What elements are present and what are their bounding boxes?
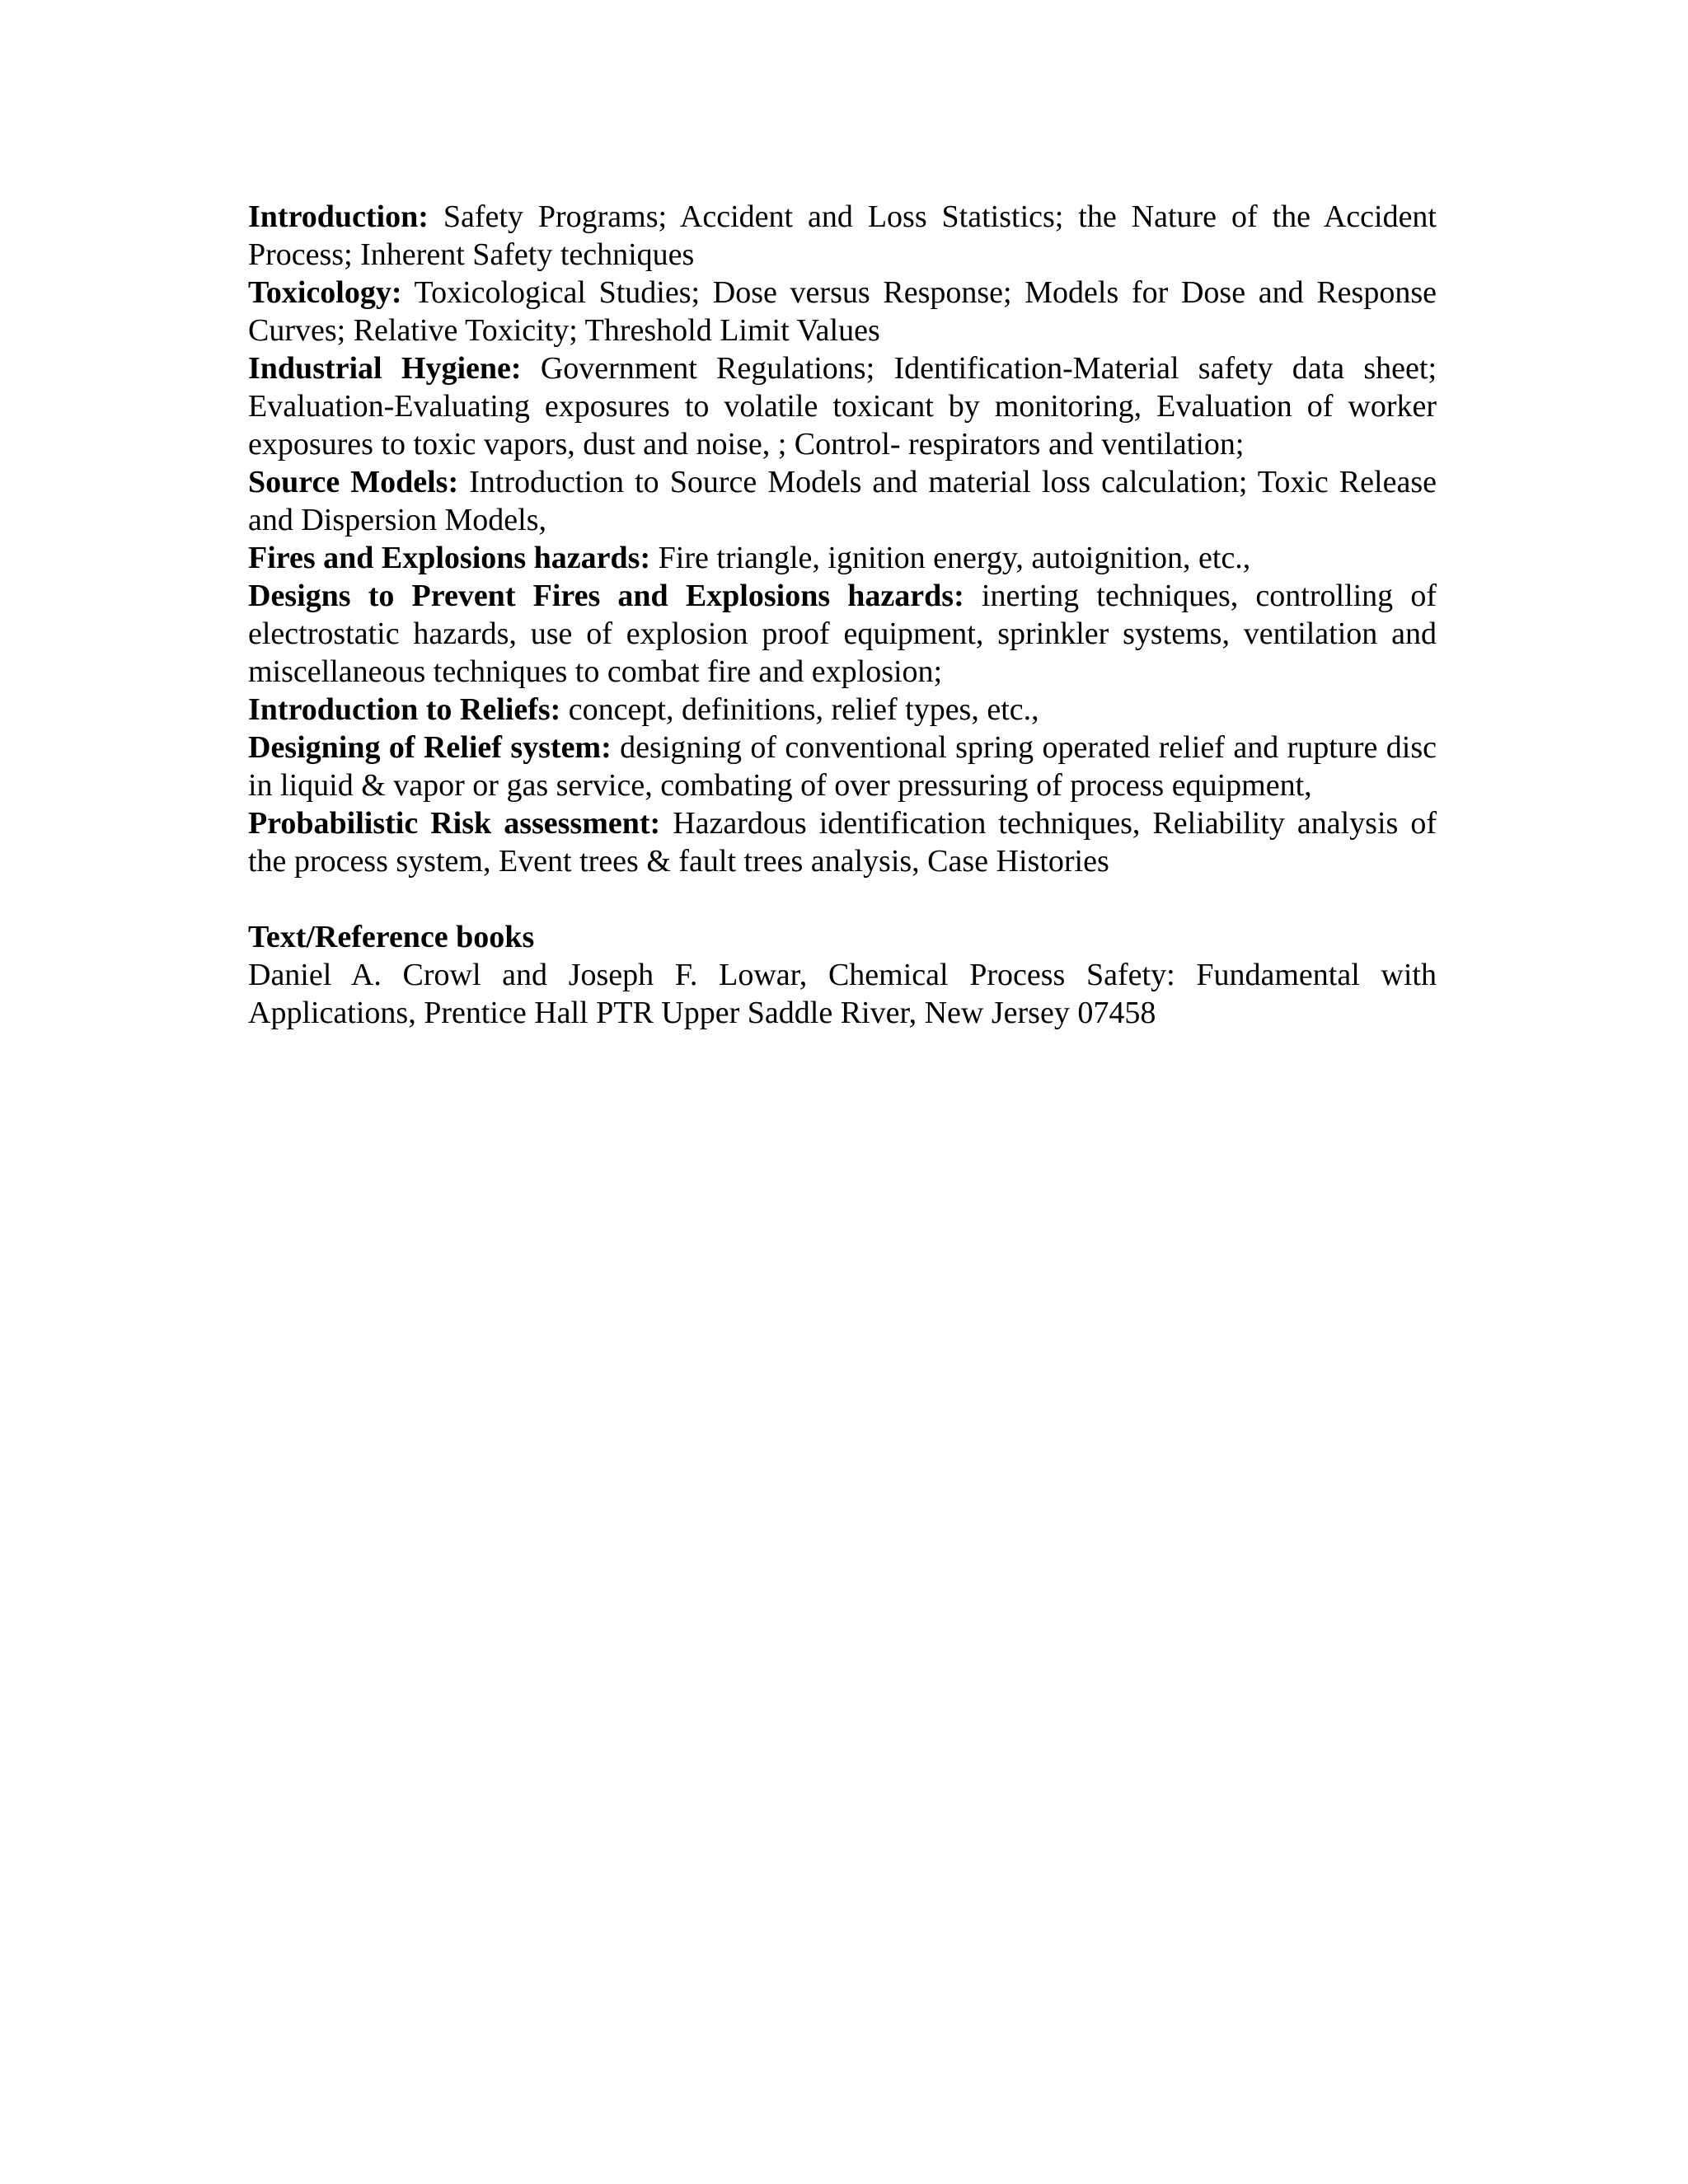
- topic-risk-assessment: [248, 804, 1437, 880]
- topic-introduction: [248, 198, 1437, 274]
- topic-title: Designs to Prevent Fires and Explosions hazards:: [248, 579, 964, 613]
- topic-source-models: [248, 463, 1437, 539]
- topic-title: Probabilistic Risk assessment:: [248, 806, 661, 841]
- topic-title: Introduction:: [248, 199, 429, 234]
- syllabus-content: [248, 198, 1437, 1032]
- topic-text: Government Regulations; Identification-Material safety data sheet; Evaluation-Evaluating exposures to volatile toxicant by monitoring, Evaluation of worker exposures to toxic vapors, dust and noise, ; Control- respirators and ventilation;: [248, 351, 1437, 462]
- topic-title: Fires and Explosions hazards:: [248, 541, 651, 575]
- topic-fires-explosions: [248, 539, 1437, 577]
- topic-title: Introduction to Reliefs:: [248, 692, 561, 727]
- topic-text: Fire triangle, ignition energy, autoignition, etc.,: [650, 541, 1251, 575]
- topic-toxicology: [248, 274, 1437, 349]
- topic-text: Toxicological Studies; Dose versus Response; Models for Dose and Response Curves; Relative Toxicity; Threshold Limit Values: [248, 275, 1437, 348]
- topic-title: Toxicology:: [248, 275, 402, 310]
- topic-text: Introduction to Source Models and material loss calculation; Toxic Release and Dispersion Models,: [248, 465, 1437, 537]
- topic-designs-prevent-fires: [248, 577, 1437, 691]
- references-heading: Text/Reference books: [248, 920, 535, 954]
- topic-introduction-reliefs: [248, 691, 1437, 729]
- topic-text: designing of conventional spring operated relief and rupture disc in liquid & vapor or gas service, combating of over pressuring of process equipment,: [248, 730, 1437, 803]
- references-body: Daniel A. Crowl and Joseph F. Lowar, Chemical Process Safety: Fundamental with Applications, Prentice Hall PTR Upper Saddle River, New Jersey 07458: [248, 958, 1437, 1030]
- topic-title: Source Models:: [248, 465, 459, 499]
- topic-title: Designing of Relief system:: [248, 730, 612, 765]
- topic-text: Hazardous identification techniques, Reliability analysis of the process system, Event trees & fault trees analysis, Case Histories: [248, 806, 1437, 879]
- topic-industrial-hygiene: [248, 349, 1437, 463]
- topic-text: inerting techniques, controlling of electrostatic hazards, use of explosion proof equipment, sprinkler systems, ventilation and miscellaneous techniques to combat fire and explosion;: [248, 579, 1437, 689]
- topic-relief-system: [248, 729, 1437, 804]
- topic-text: concept, definitions, relief types, etc.,: [560, 692, 1039, 727]
- topic-text: Safety Programs; Accident and Loss Statistics; the Nature of the Accident Process; Inherent Safety techniques: [248, 199, 1437, 272]
- topic-title: Industrial Hygiene:: [248, 351, 522, 386]
